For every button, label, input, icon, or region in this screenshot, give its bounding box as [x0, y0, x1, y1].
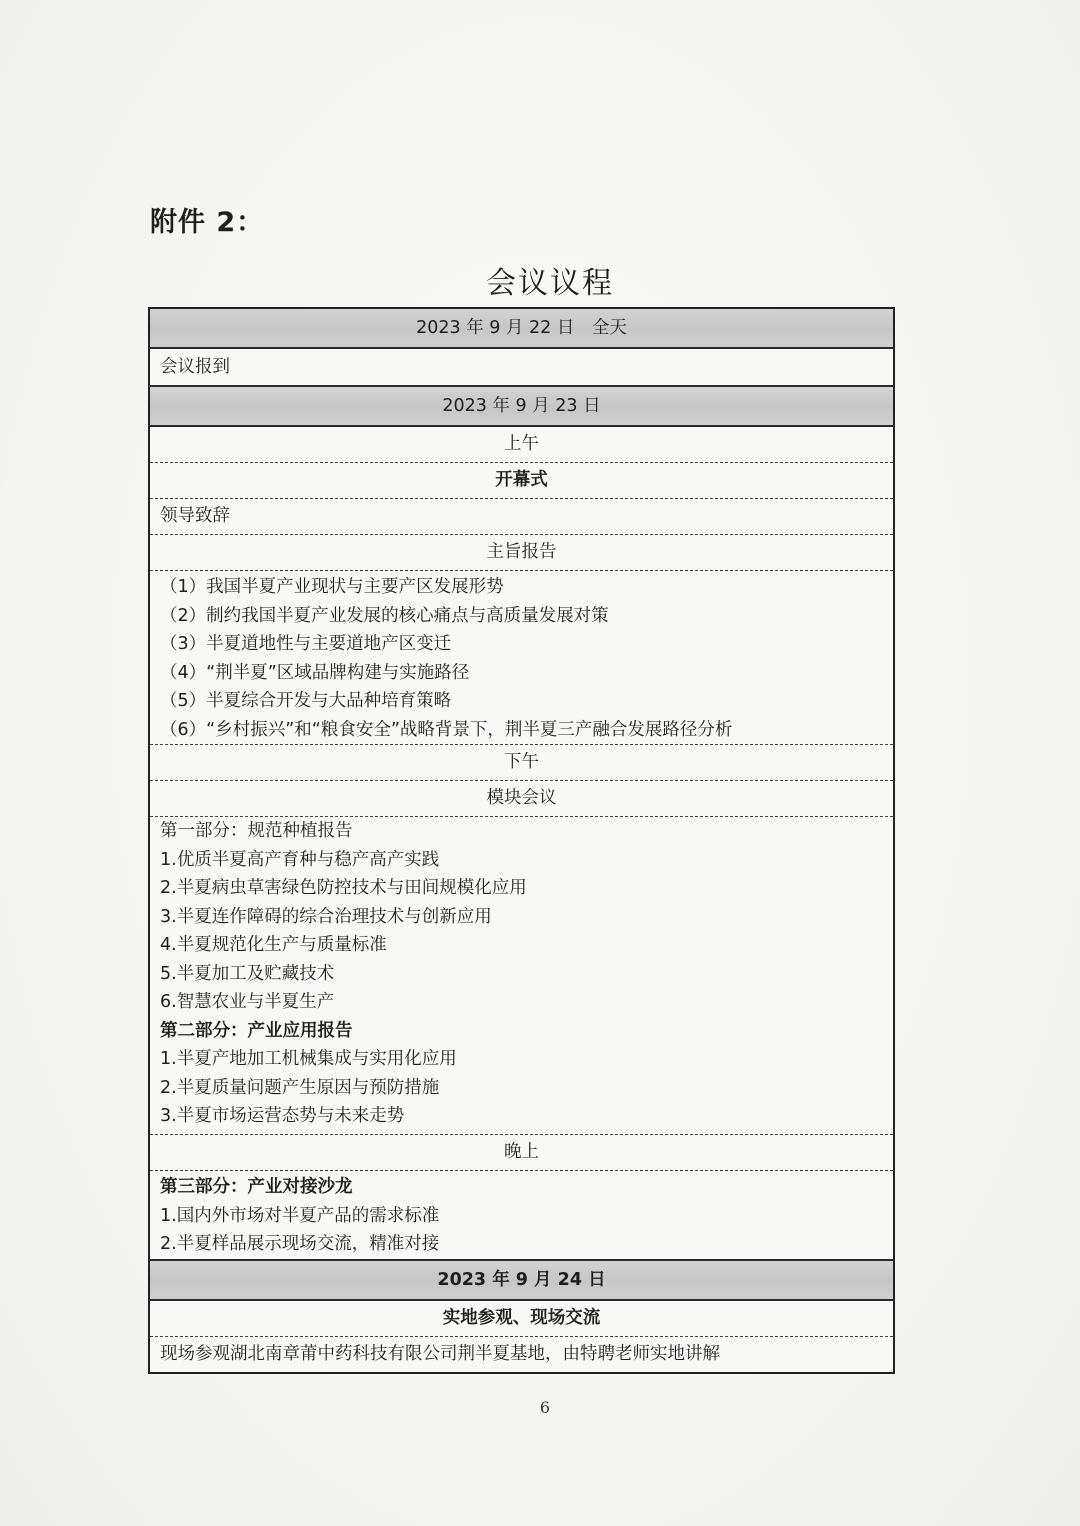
part2-item: 2.半夏质量问题产生原因与预防措施 [160, 1077, 440, 1098]
part1-title: 第一部分：规范种植报告 [160, 821, 353, 841]
session-morning: 上午 [150, 427, 893, 463]
keynote-item: （6）“乡村振兴”和“粮食安全”战略背景下，荆半夏三产融合发展路径分析 [150, 716, 893, 746]
session-evening: 晚上 [150, 1135, 893, 1171]
part2-item: 1.半夏产地加工机械集成与实用化应用 [160, 1049, 457, 1069]
keynote-item: （2）制约我国半夏产业发展的核心痛点与高质量发展对策 [160, 605, 609, 626]
registration-item: 会议报到 [150, 349, 893, 387]
part2-item: 3.半夏市场运营态势与未来走势 [150, 1102, 893, 1135]
section-module: 模块会议 [150, 781, 893, 817]
opening-speech: 领导致辞 [150, 499, 893, 535]
section-opening: 开幕式 [150, 463, 893, 499]
keynote-item: （1）我国半夏产业现状与主要产区发展形势 [160, 577, 504, 597]
page-title: 会议议程 [486, 266, 614, 301]
date-header-day3: 2023 年 9 月 24 日 [150, 1259, 893, 1301]
section-field-visit: 实地参观、现场交流 [150, 1301, 893, 1337]
part1-item: 6.智慧农业与半夏生产 [160, 992, 335, 1012]
part3-item: 2.半夏样品展示现场交流，精准对接 [160, 1234, 440, 1254]
attachment-label: 附件 2： [150, 207, 265, 238]
keynote-item: （5）半夏综合开发与大品种培育策略 [160, 691, 452, 711]
part3-item: 1.国内外市场对半夏产品的需求标准 [160, 1205, 440, 1226]
part1-item: 4.半夏规范化生产与质量标准 [160, 935, 387, 955]
part1-item: 2.半夏病虫草害绿色防控技术与田间规模化应用 [160, 878, 527, 898]
field-visit-item: 现场参观湖北南章莆中药科技有限公司荆半夏基地，由特聘老师实地讲解 [160, 1343, 720, 1364]
part1-item: 3.半夏连作障碍的综合治理技术与创新应用 [160, 906, 492, 927]
part1-item: 1.优质半夏高产育种与稳产高产实践 [160, 849, 440, 870]
date-header-day2: 2023 年 9 月 23 日 [150, 387, 893, 427]
part3-title: 第三部分：产业对接沙龙 [160, 1177, 353, 1197]
session-afternoon: 下午 [150, 745, 893, 781]
section-keynote: 主旨报告 [150, 535, 893, 571]
part1-item: 5.半夏加工及贮藏技术 [160, 963, 335, 984]
page-number: 6 [539, 1398, 551, 1417]
part2-title: 第二部分：产业应用报告 [160, 1020, 353, 1041]
keynote-item: （4）“荆半夏”区域品牌构建与实施路径 [160, 662, 470, 683]
keynote-item: （3）半夏道地性与主要道地产区变迁 [160, 634, 452, 654]
agenda-table [148, 307, 895, 1374]
date-header-day1: 2023 年 9 月 22 日 全天 [150, 309, 893, 349]
